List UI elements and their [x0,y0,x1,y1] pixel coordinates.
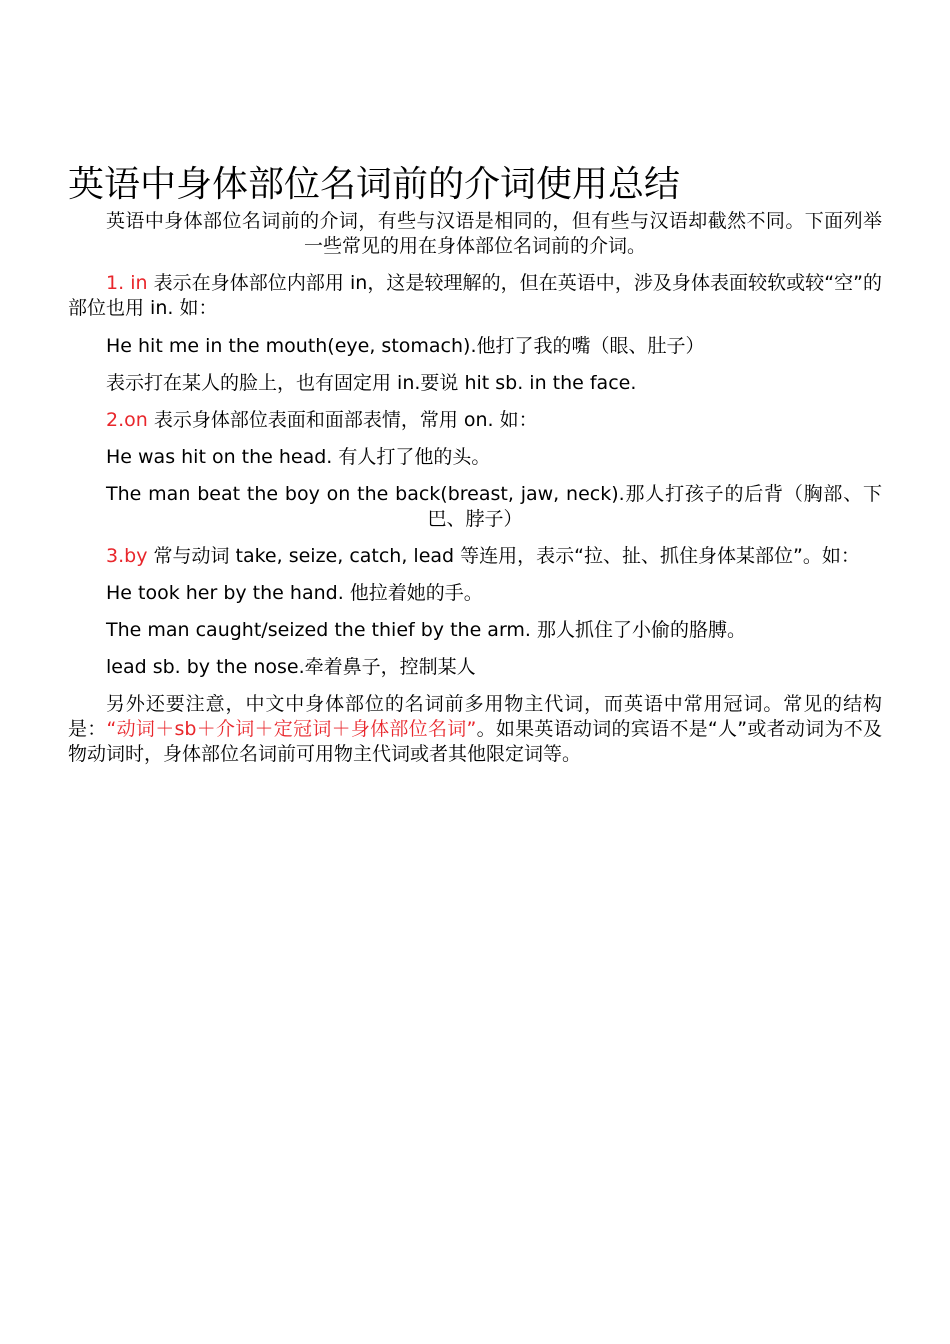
section-by-label: 3.by [106,545,148,567]
closing-highlight: “动词＋sb＋介词＋定冠词＋身体部位名词” [106,718,477,740]
example-by-1: He took her by the hand. 他拉着她的手。 [106,582,483,604]
closing-text-after: 。如果英语动词的宾语不是“人”或者动词为不及物动词时，身体部位名词前可用物主代词或者其他限定词等。 [68,718,882,765]
section-in-paragraph [68,271,882,321]
section-on-label: 2.on [106,409,148,431]
example-on-2: The man beat the boy on the back(breast, jaw, neck).那人打孩子的后背（胸部、下巴、脖子） [106,483,882,530]
section-by-text: 常与动词 take, seize, catch, lead 等连用，表示“拉、扯、抓住身体某部位”。如： [147,545,860,567]
example-on-1: He was hit on the head. 有人打了他的头。 [106,446,491,468]
example-in-1: He hit me in the mouth(eye, stomach).他打了我的嘴（眼、肚子） [106,335,705,357]
example-by-2: The man caught/seized the thief by the arm. 那人抓住了小偷的胳膊。 [106,619,747,641]
closing-paragraph [68,692,882,767]
example-by-3: lead sb. by the nose.牵着鼻子，控制某人 [106,656,476,678]
intro-paragraph: 英语中身体部位名词前的介词，有些与汉语是相同的，但有些与汉语却截然不同。下面列举一些常见的用在身体部位名词前的介词。 [106,210,882,257]
section-in-text: 表示在身体部位内部用 in，这是较理解的，但在英语中，涉及身体表面较软或较“空”的部位也用 in. 如： [68,272,882,319]
document-title: 英语中身体部位名词前的介词使用总结 [68,164,681,205]
section-by-paragraph [68,544,882,569]
example-in-2: 表示打在某人的脸上，也有固定用 in.要说 hit sb. in the face. [106,372,637,394]
section-in-label: 1. in [106,272,148,294]
section-on-paragraph [68,408,882,433]
closing-text-before: 另外还要注意，中文中身体部位的名词前多用物主代词，而英语中常用冠词。常见的结构是： [68,693,882,740]
section-on-text: 表示身体部位表面和面部表情，常用 on. 如： [147,409,538,431]
